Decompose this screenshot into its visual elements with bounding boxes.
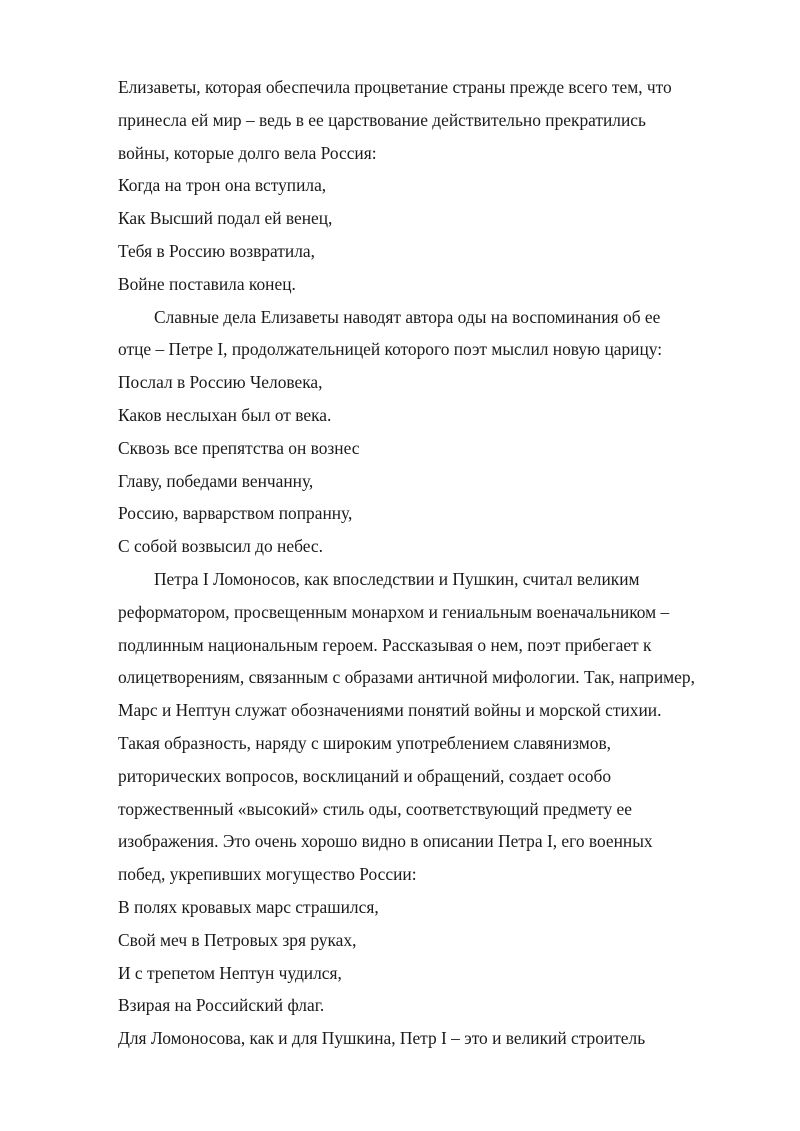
verse-line: Войне поставила конец. [118,273,296,294]
text-line: торжественный «высокий» стиль оды, соответствующий предмету ее [118,798,632,819]
text-line: риторических вопросов, восклицаний и обращений, создает особо [118,765,612,786]
text-line: принесла ей мир – ведь в ее царствование действительно прекратились [118,109,646,130]
text-line: побед, укрепивших могущество России: [118,864,417,885]
verse-line: Взирая на Российский флаг. [118,995,325,1016]
verse-line: Когда на трон она вступила, [118,175,327,196]
paragraph-first-line: Славные дела Елизаветы наводят автора оды на воспоминания об ее [154,306,661,327]
verse-line: И с трепетом Нептун чудился, [118,962,342,983]
text-line: олицетворениям, связанным с образами античной мифологии. Так, например, [118,667,695,688]
text-line: подлинным национальным героем. Рассказывая о нем, поэт прибегает к [118,634,652,655]
verse-line: В полях кровавых марс страшился, [118,896,379,917]
text-line: реформатором, просвещенным монархом и гениальным военачальником – [118,601,670,622]
text-line: Такая образность, наряду с широким употреблением славянизмов, [118,732,612,753]
text-line: Елизаветы, которая обеспечила процветание страны прежде всего тем, что [118,77,672,97]
verse-line: Послал в Россию Человека, [118,372,323,393]
text-line: Для Ломоносова, как и для Пушкина, Петр I – это и великий строитель [118,1028,646,1049]
verse-line: Сквозь все препятства он вознес [118,437,360,458]
verse-line: С собой возвысил до небес. [118,536,323,557]
paragraph-first-line: Петра I Ломоносов, как впоследствии и Пушкин, считал великим [154,568,640,589]
text-line: изображения. Это очень хорошо видно в описании Петра I, его военных [118,831,653,852]
text-line: Марс и Нептун служат обозначениями понятий войны и морской стихии. [118,700,662,721]
verse-line: Каков неслыхан был от века. [118,404,332,425]
verse-line: Главу, победами венчанну, [118,470,314,491]
text-line: отце – Петре I, продолжательницей которого поэт мыслил новую царицу: [118,339,663,360]
verse-line: Свой меч в Петровых зря руках, [118,929,357,950]
verse-line: Тебя в Россию возвратила, [118,240,315,261]
verse-line: Россию, варварством попранну, [118,503,353,524]
body-text [118,71,758,1055]
verse-line: Как Высший подал ей венец, [118,208,333,229]
text-line: войны, которые долго вела Россия: [118,142,377,163]
